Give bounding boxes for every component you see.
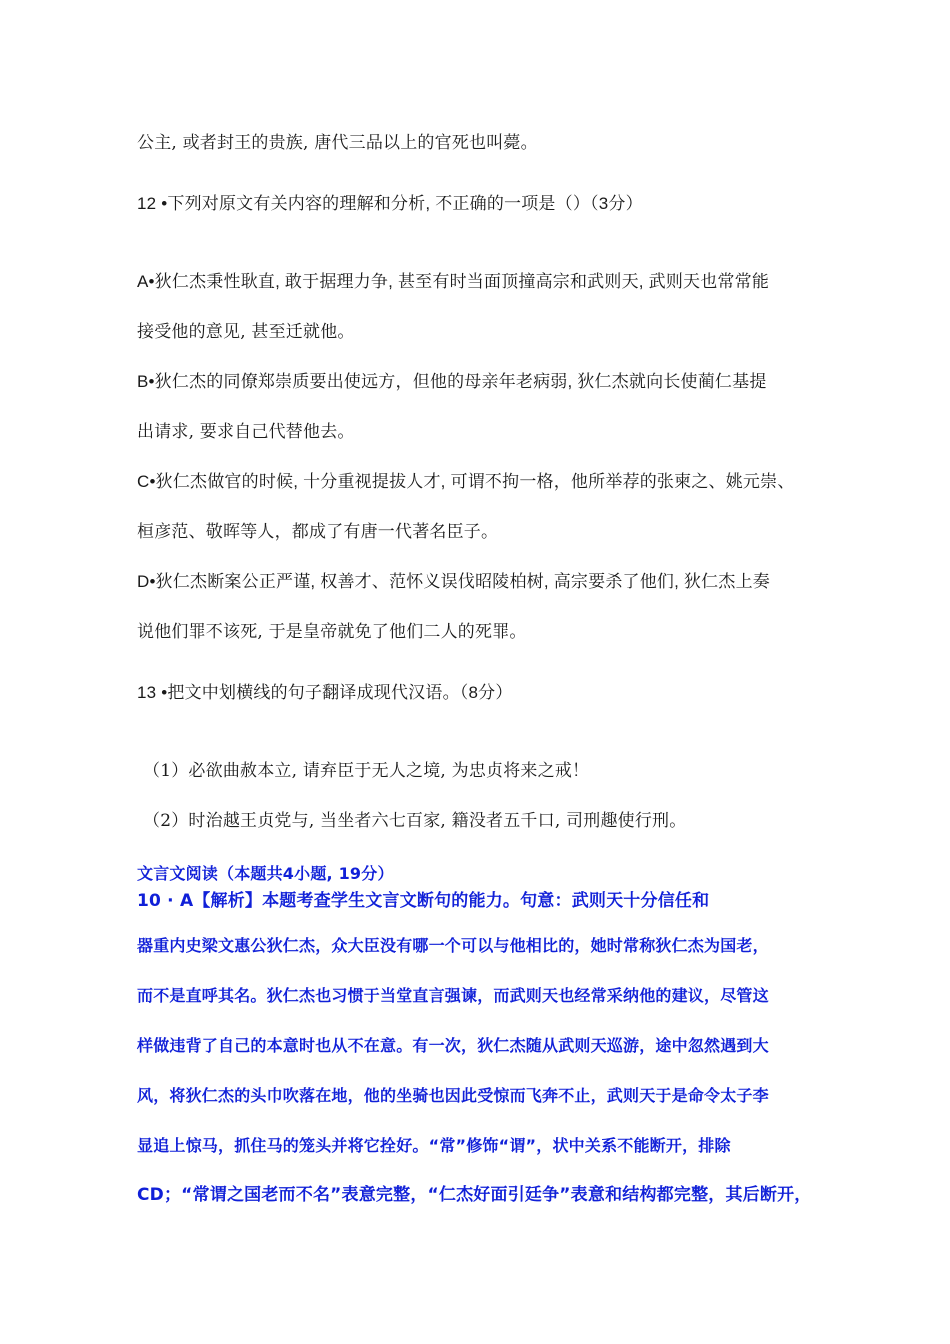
answer-line: CD；“常谓之国老而不名”表意完整，“仁杰好面引廷争”表意和结构都完整，其后断开， xyxy=(137,1185,812,1205)
question-12-stem: 12 •下列对原文有关内容的理解和分析, 不正确的一项是（）（3分） xyxy=(137,194,643,213)
q12-option-b-line1: B•狄仁杰的同僚郑崇质要出使远方，但他的母亲年老病弱, 狄仁杰就向长使蔺仁基提 xyxy=(137,372,767,391)
answer-line: 样做违背了自己的本意时也从不在意。有一次，狄仁杰随从武则天巡游，途中忽然遇到大 xyxy=(137,1036,769,1055)
answer-line: 风，将狄仁杰的头巾吹落在地，他的坐骑也因此受惊而飞奔不止，武则天于是命令太子李 xyxy=(137,1086,769,1105)
q12-option-c-line2: 桓彦范、敬晖等人，都成了有唐一代著名臣子。 xyxy=(137,522,499,542)
q12-option-a-line1: A•狄仁杰秉性耿直, 敢于据理力争, 甚至有时当面顶撞高宗和武则天, 武则天也常常能 xyxy=(137,272,770,291)
q12-option-d-line1: D•狄仁杰断案公正严谨, 权善才、范怀义误伐昭陵柏树, 高宗要杀了他们, 狄仁杰上奏 xyxy=(137,572,770,591)
answer-line: 显追上惊马，抓住马的笼头并将它拴好。“常”修饰“谓”，状中关系不能断开，排除 xyxy=(137,1136,731,1155)
answer-line: 而不是直呼其名。狄仁杰也习惯于当堂直言强谏，而武则天也经常采纳他的建议，尽管这 xyxy=(137,986,769,1005)
q12-option-b-line2: 出请求, 要求自己代替他去。 xyxy=(137,422,355,442)
answer-heading: 文言文阅读（本题共4小题, 19分） xyxy=(137,864,394,883)
q12-option-d-line2: 说他们罪不该死, 于是皇帝就免了他们二人的死罪。 xyxy=(137,622,527,642)
q13-item-2: （2）时治越王贞党与, 当坐者六七百家, 籍没者五千口, 司刑趣使行刑。 xyxy=(143,811,687,831)
q12-option-c-line1: C•狄仁杰做官的时候, 十分重视提拔人才, 可谓不拘一格，他所举荐的张柬之、姚元崇、 xyxy=(137,472,795,491)
continuation-text: 公主, 或者封王的贵族, 唐代三品以上的官死也叫薨。 xyxy=(137,133,538,153)
q12-option-a-line2: 接受他的意见, 甚至迁就他。 xyxy=(137,322,355,342)
q13-item-1: （1）必欲曲赦本立, 请弃臣于无人之境, 为忠贞将来之戒！ xyxy=(143,761,590,781)
answer-line: 10 · A【解析】本题考查学生文言文断句的能力。句意：武则天十分信任和 xyxy=(137,891,710,911)
question-13-stem: 13 •把文中划横线的句子翻译成现代汉语。（8分） xyxy=(137,683,513,702)
answer-line: 器重内史梁文惠公狄仁杰，众大臣没有哪一个可以与他相比的，她时常称狄仁杰为国老， xyxy=(137,936,769,955)
